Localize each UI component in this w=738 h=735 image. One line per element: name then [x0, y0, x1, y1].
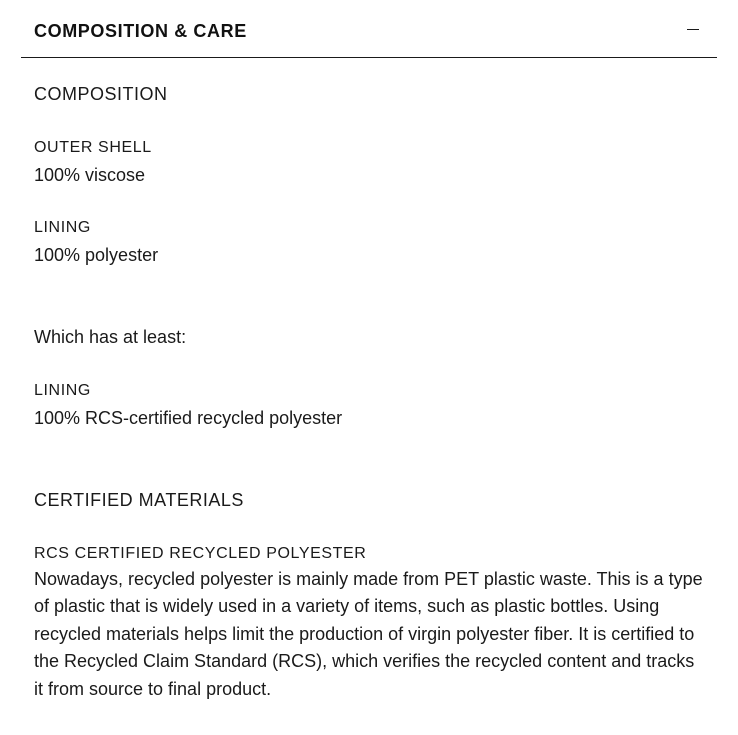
recycled-lining-value: 100% RCS-certified recycled polyester	[34, 408, 343, 428]
at-least-intro: Which has at least:	[34, 327, 187, 347]
lining-label: LINING	[34, 219, 91, 236]
recycled-lining-label: LINING	[34, 382, 91, 399]
composition-heading: COMPOSITION	[34, 84, 168, 104]
accordion-title: COMPOSITION & CARE	[34, 21, 247, 41]
rcs-material-label: RCS CERTIFIED RECYCLED POLYESTER	[34, 545, 367, 562]
minus-icon[interactable]	[687, 29, 699, 30]
lining-value: 100% polyester	[34, 245, 159, 265]
rcs-material-description: Nowadays, recycled polyester is mainly made from PET plastic waste. This is a type of plastic that is widely used in a variety of items, such as plastic bottles. Using recycled materials helps limit the production of virgin polyester fiber. It is certified to the Recycled Claim Standard (RCS), which verifies the recycled content and tracks it from source to final product.	[34, 569, 703, 699]
outer-shell-label: OUTER SHELL	[34, 139, 152, 156]
accordion-header[interactable]	[21, 0, 717, 58]
accordion-content	[34, 82, 704, 703]
certified-materials-heading: CERTIFIED MATERIALS	[34, 490, 244, 510]
outer-shell-value: 100% viscose	[34, 165, 146, 185]
